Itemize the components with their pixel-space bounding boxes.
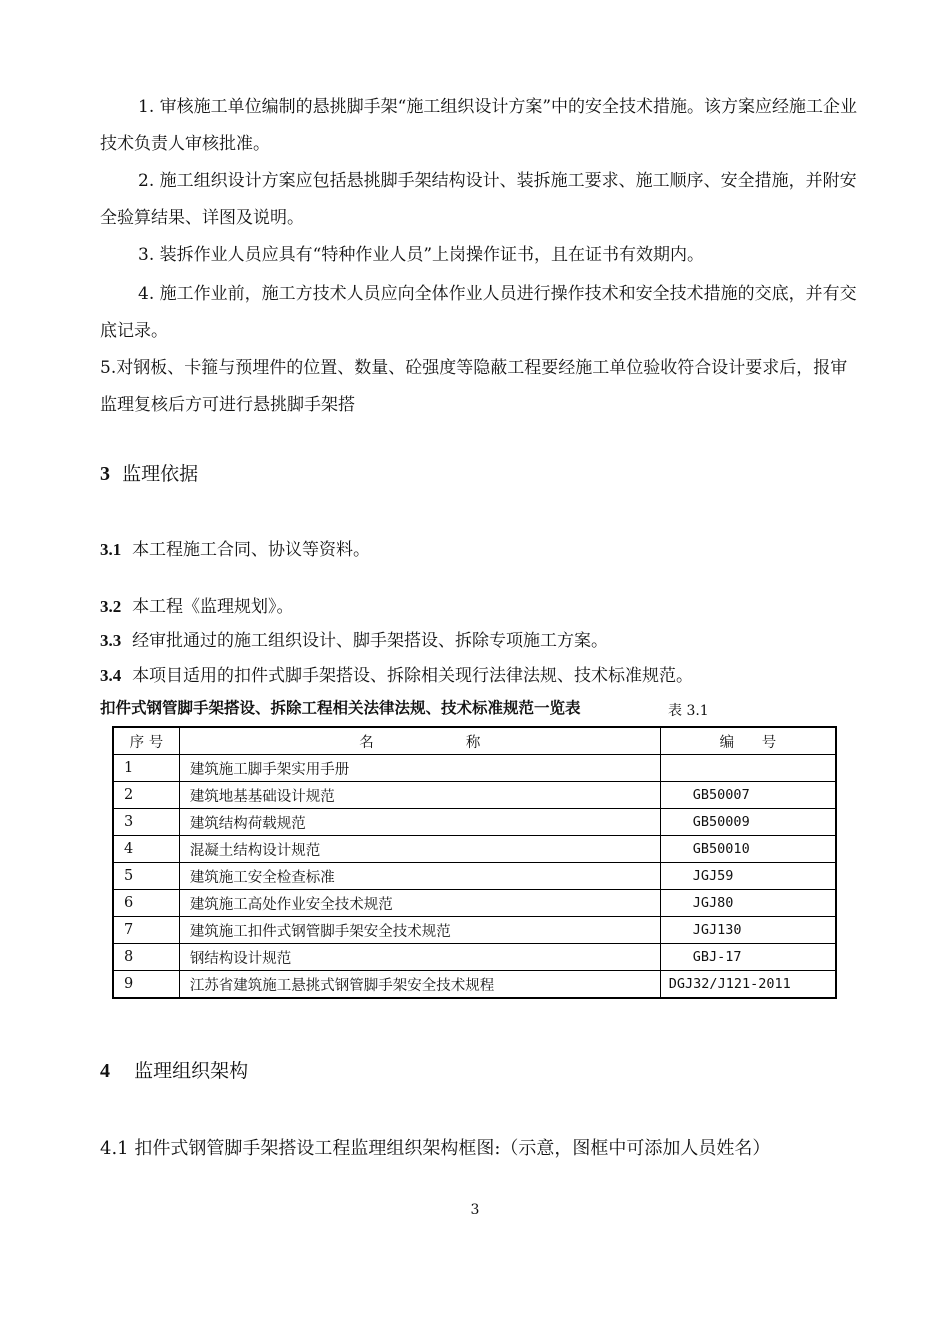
header-code: 编 号 [660, 727, 836, 755]
section-3-title: 监理依据 [122, 463, 199, 485]
item-number: 3.1 [100, 540, 122, 559]
table-header-row [113, 727, 836, 755]
table-tag: 表 3.1 [668, 703, 709, 719]
cell-name: 钢结构设计规范 [179, 944, 660, 971]
cell-no: 2 [113, 782, 179, 809]
table-caption: 扣件式钢管脚手架搭设、拆除工程相关法律法规、技术标准规范一览表 [100, 699, 581, 717]
cell-no: 3 [113, 809, 179, 836]
cell-name: 建筑地基基础设计规范 [179, 782, 660, 809]
section-4-heading [100, 1056, 248, 1083]
paragraph-2: 2. 施工组织设计方案应包括悬挑脚手架结构设计、装拆施工要求、施工顺序、安全措施，并附安全验算结果、详图及说明。 [100, 171, 857, 228]
cell-code: JGJ80 [660, 890, 836, 917]
paragraph-1: 1. 审核施工单位编制的悬挑脚手架“施工组织设计方案”中的安全技术措施。该方案应经施工企业技术负责人审核批准。 [100, 97, 858, 154]
section-4-number: 4 [100, 1060, 110, 1082]
table-row [113, 971, 836, 999]
section-4-title: 监理组织架构 [134, 1060, 249, 1082]
header-name: 名 称 [179, 727, 660, 755]
header-no: 序 号 [113, 727, 179, 755]
cell-name: 江苏省建筑施工悬挑式钢管脚手架安全技术规程 [179, 971, 660, 999]
cell-name: 建筑施工高处作业安全技术规范 [179, 890, 660, 917]
cell-name: 建筑施工安全检查标准 [179, 863, 660, 890]
paragraph-3: 3. 装拆作业人员应具有“特种作业人员”上岗操作证书，且在证书有效期内。 [138, 245, 705, 265]
section-item-4-1: 4.1 扣件式钢管脚手架搭设工程监理组织架构框图:（示意，图框中可添加人员姓名） [100, 1138, 771, 1159]
section-item-3-1 [100, 535, 370, 560]
paragraph-5: 5.对钢板、卡箍与预埋件的位置、数量、砼强度等隐蔽工程要经施工单位验收符合设计要求后，报审监理复核后方可进行悬挑脚手架搭 [100, 358, 848, 415]
table-row [113, 944, 836, 971]
cell-code: JGJ59 [660, 863, 836, 890]
item-number: 3.3 [100, 631, 122, 650]
table-row [113, 917, 836, 944]
cell-code: GB50009 [660, 809, 836, 836]
item-text: 本项目适用的扣件式脚手架搭设、拆除相关现行法律法规、技术标准规范。 [132, 666, 694, 686]
table-row [113, 809, 836, 836]
table-row [113, 782, 836, 809]
cell-no: 8 [113, 944, 179, 971]
cell-no: 9 [113, 971, 179, 999]
table-row [113, 890, 836, 917]
cell-code: GBJ-17 [660, 944, 836, 971]
cell-no: 6 [113, 890, 179, 917]
item-text: 经审批通过的施工组织设计、脚手架搭设、拆除专项施工方案。 [132, 631, 609, 651]
table-row [113, 836, 836, 863]
section-item-3-3 [100, 626, 608, 651]
item-text: 本工程施工合同、协议等资料。 [132, 540, 371, 560]
cell-code: JGJ130 [660, 917, 836, 944]
cell-code: GB50007 [660, 782, 836, 809]
cell-code: GB50010 [660, 836, 836, 863]
paragraph-4: 4. 施工作业前，施工方技术人员应向全体作业人员进行操作技术和安全技术措施的交底，并有交底记录。 [100, 284, 857, 341]
cell-no: 4 [113, 836, 179, 863]
cell-no: 1 [113, 755, 179, 782]
section-item-3-2 [100, 592, 294, 617]
standards-table [112, 726, 837, 999]
table-row [113, 863, 836, 890]
item-number: 3.4 [100, 666, 122, 685]
item-number: 3.2 [100, 597, 122, 616]
cell-no: 7 [113, 917, 179, 944]
cell-no: 5 [113, 863, 179, 890]
cell-code [660, 755, 836, 782]
cell-code: DGJ32/J121-2011 [660, 971, 836, 999]
cell-name: 建筑施工脚手架实用手册 [179, 755, 660, 782]
item-text: 本工程《监理规划》。 [132, 597, 294, 617]
page-number: 3 [470, 1202, 480, 1218]
table-row [113, 755, 836, 782]
cell-name: 混凝土结构设计规范 [179, 836, 660, 863]
section-3-number: 3 [100, 463, 110, 485]
cell-name: 建筑施工扣件式钢管脚手架安全技术规范 [179, 917, 660, 944]
section-item-3-4 [100, 661, 693, 686]
section-3-heading [100, 459, 198, 486]
cell-name: 建筑结构荷载规范 [179, 809, 660, 836]
